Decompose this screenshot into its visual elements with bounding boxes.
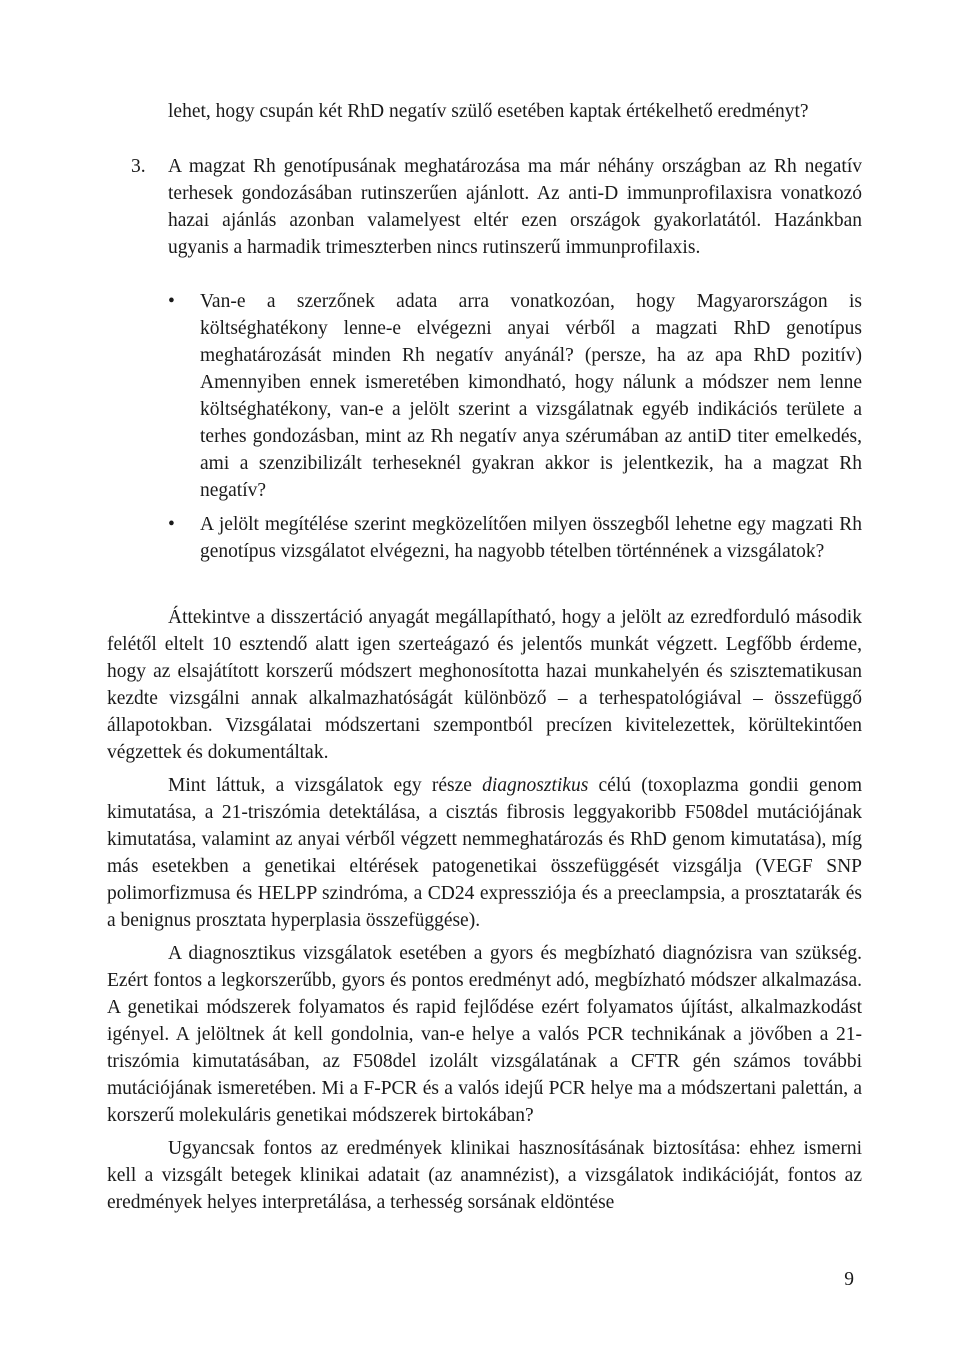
item-text: A magzat Rh genotípusának meghatározása ma már néhány országban az Rh negatív terhesek gondozásában rutinszerűen ajánlott. Az anti-D immunprofilaxisra vonatkozó hazai ajánlás azonban valamelyest eltér ezen országok gyakorlatától. Hazánkban ugyanis a harmadik trimeszterben nincs rutinszerű immunprofilaxis.: [168, 156, 862, 258]
bullet-item: [168, 511, 862, 565]
bullet-text: Van-e a szerzőnek adata arra vonatkozóan, hogy Magyarországon is költséghatékony lenne-e elvégezni anyai vérből a magzati RhD genotípus meghatározását minden Rh negatív anyánál? (persze, ha az apa RhD pozitív) Amennyiben ennek ismeretében kimondható, hogy nálunk a módszer nem lenne költséghatékony, van-e a jelölt szerint a vizsgálatnak egyéb indikációs területe a terhes gondozásban, mint az Rh negatív anya szérumában az antiD titer emelkedés, ami a szenzibilizált terheseknél gyakran akkor is jelentkezik, ha a magzat Rh negatív?: [200, 291, 862, 501]
paragraph: Áttekintve a disszertáció anyagát megállapítható, hogy a jelölt az ezredforduló második felétől eltelt 10 esztendő alatt igen szerteágazó és jelentős munkát végzett. Legfőbb érdeme, hogy az elsajátított korszerű módszert meghonosította hazai munkahelyén és szisztematikusan kezdte vizsgálni annak alkalmazhatóságát különböző – a terhespatológiával – összefüggő állapotokban. Vizsgálatai módszertani szempontból precízen kivitelezettek, körültekintően végzettek és dokumentáltak.: [107, 607, 862, 763]
bullet-text: A jelölt megítélése szerint megközelítően milyen összegből lehetne egy magzati Rh genotípus vizsgálatot elvégezni, ha nagyobb tételben történnének a vizsgálatok?: [200, 514, 862, 562]
paragraph-text: célú (toxoplazma gondii genom kimutatása, a 21-triszómia detektálása, a cisztás fibrosis leggyakoribb F508del mutációjának kimutatása, valamint az anyai vérből végzett nemmeghatározás és RhD genom kimutatása), míg más esetekben a genetikai eltérések patogenetikai összefüggését vizsgálja (VEGF SNP polimorfizmusa és HELPP szindróma, a CD24 expressziója és a preeclampsia, a prosztatarák és a benignus prosztata hyperplasia összefüggése).: [107, 775, 862, 931]
bullet-dot-icon: •: [168, 291, 175, 312]
paragraph: A diagnosztikus vizsgálatok esetében a gyors és megbízható diagnózisra van szükség. Ezért fontos a legkorszerűbb, gyors és pontos eredményt adó, megbízható módszer alkalmazása. A genetikai módszerek folyamatos és rapid fejlődése ezért folyamatos újítást, alkalmazkodást igényel. A jelöltnek át kell gondolnia, van-e helye a valós PCR technikának a jövőben a 21-triszómia kimutatásában, az F508del izolált vizsgálatának a CFTR gén számos további mutációjának ismeretében. Mi a F-PCR és a valós idejű PCR helye ma a módszertani palettán, a korszerű molekuláris genetikai módszerek birtokában?: [107, 943, 862, 1126]
paragraph: Ugyancsak fontos az eredmények klinikai hasznosításának biztosítása: ehhez ismerni kell a vizsgált betegek klinikai adatait (az anamnézist), a vizsgálatok indikációját, fontos az eredmények helyes interpretálása, a terhesség sorsának eldöntése: [107, 1138, 862, 1213]
bullet-dot-icon: •: [168, 514, 175, 535]
bullet-list: [168, 288, 862, 565]
continuation-text: lehet, hogy csupán két RhD negatív szülő esetében kaptak értékelhető eredményt?: [168, 101, 809, 122]
paragraph: [107, 772, 862, 934]
emphasized-term: diagnosztikus: [482, 775, 589, 796]
bullet-item: [168, 288, 862, 504]
page-number: 9: [844, 1269, 854, 1290]
body-paragraphs: [107, 604, 862, 1222]
paragraph-text: Mint láttuk, a vizsgálatok egy része: [168, 775, 483, 796]
item-number: 3.: [131, 156, 146, 177]
